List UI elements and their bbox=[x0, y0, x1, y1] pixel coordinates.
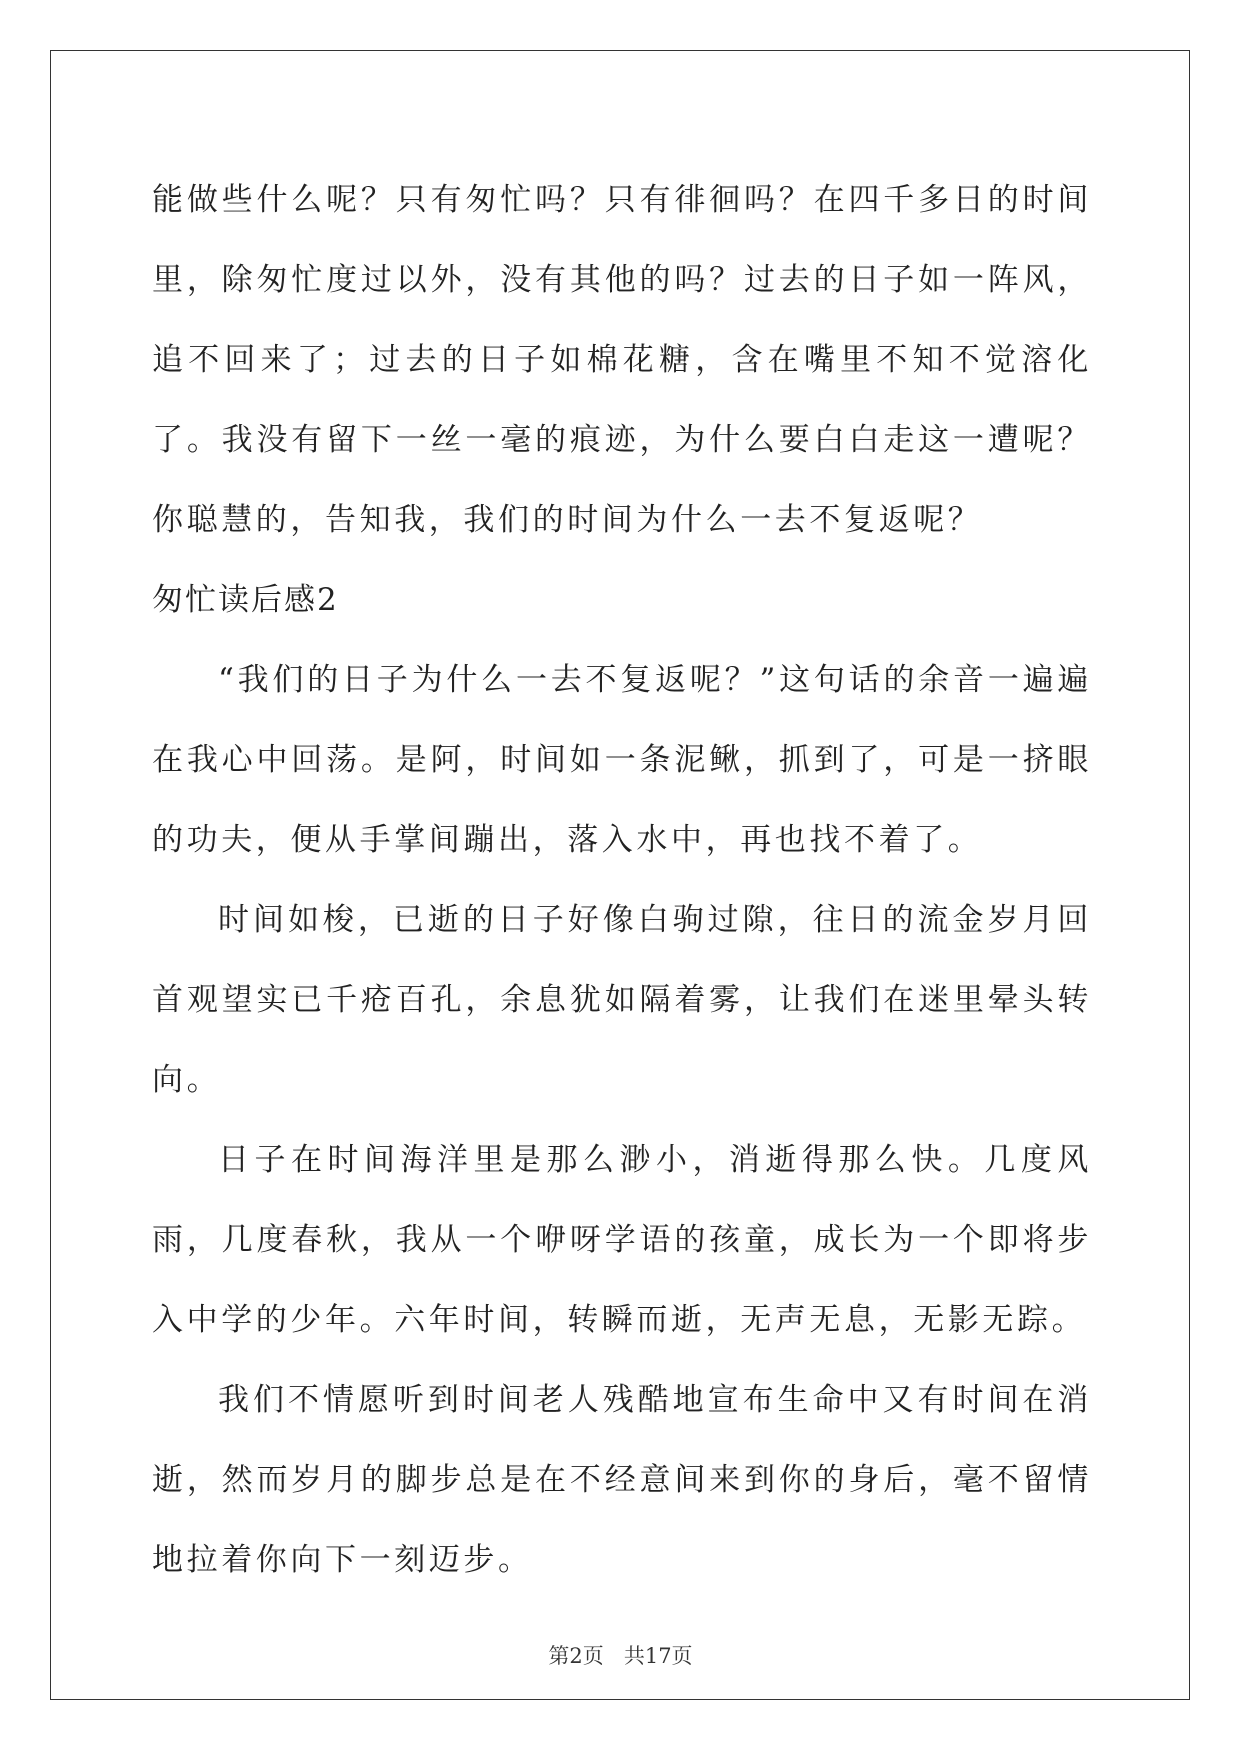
paragraph: “我们的日子为什么一去不复返呢？”这句话的余音一遍遍在我心中回荡。是阿，时间如一条泥鳅，抓到了，可是一挤眼的功夫，便从手掌间蹦出，落入水中，再也找不着了。 bbox=[152, 662, 1092, 858]
page-footer bbox=[0, 1640, 1241, 1670]
section-heading: 匆忙读后感2 bbox=[152, 582, 339, 618]
total-pages: 共17页 bbox=[623, 1644, 693, 1668]
page-number: 第2页 bbox=[548, 1644, 604, 1668]
paragraph-continuation: 能做些什么呢？只有匆忙吗？只有徘徊吗？在四千多日的时间里，除匆忙度过以外，没有其他的吗？过去的日子如一阵风，追不回来了；过去的日子如棉花糖，含在嘴里不知不觉溶化了。我没有留下一丝一毫的痕迹，为什么要白白走这一遭呢？ 你聪慧的，告知我，我们的时间为什么一去不复返呢？ bbox=[152, 182, 1127, 538]
paragraph: 时间如梭，已逝的日子好像白驹过隙，往日的流金岁月回首观望实已千疮百孔，余息犹如隔着雾，让我们在迷里晕头转向。 bbox=[152, 902, 1092, 1098]
document-body bbox=[152, 160, 1127, 1600]
paragraph: 日子在时间海洋里是那么渺小，消逝得那么快。几度风雨，几度春秋，我从一个咿呀学语的孩童，成长为一个即将步入中学的少年。六年时间，转瞬而逝，无声无息，无影无踪。 bbox=[152, 1142, 1092, 1338]
paragraph: 我们不情愿听到时间老人残酷地宣布生命中又有时间在消逝，然而岁月的脚步总是在不经意间来到你的身后，毫不留情地拉着你向下一刻迈步。 bbox=[152, 1382, 1092, 1578]
